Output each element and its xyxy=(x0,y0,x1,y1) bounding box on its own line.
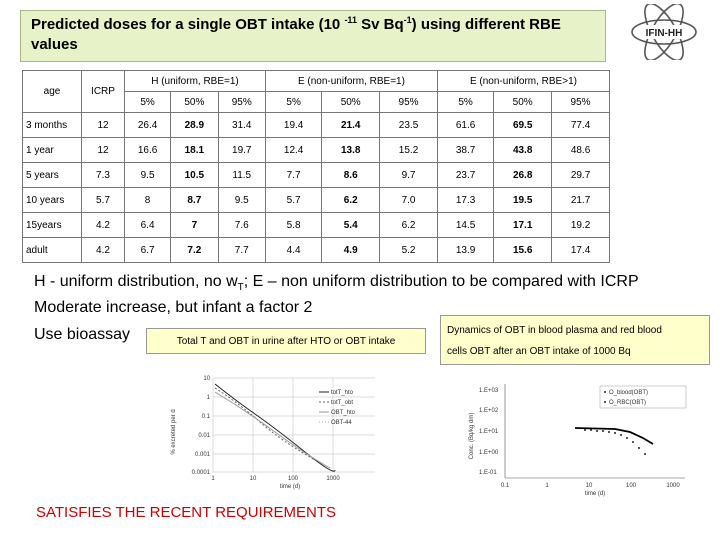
plot1-legend: totT_obt xyxy=(331,400,354,406)
table-row xyxy=(23,188,610,213)
dose-cell: 5.7 xyxy=(265,188,321,213)
dose-cell: 19.5 xyxy=(494,188,552,213)
header-percentile: 5% xyxy=(265,92,321,113)
table-row xyxy=(23,163,610,188)
header-icrp: ICRP xyxy=(82,71,125,113)
plot2-xtick: 100 xyxy=(625,483,637,489)
note-line2: Moderate increase, but infant a factor 2 xyxy=(34,299,313,317)
dose-cell: 31.4 xyxy=(218,113,265,138)
title-suffix: ) using different RBE xyxy=(411,16,561,33)
header-age: age xyxy=(23,71,82,113)
age-cell: 5 years xyxy=(23,163,82,188)
plot2-xtick: 1000 xyxy=(666,483,680,489)
dose-cell: 7.7 xyxy=(265,163,321,188)
table-row xyxy=(23,113,610,138)
plot1-ytick: 0.001 xyxy=(194,452,210,458)
plot2-ytick: 1.E+02 xyxy=(479,408,499,414)
icrp-cell: 4.2 xyxy=(82,213,125,238)
dose-cell: 9.5 xyxy=(125,163,171,188)
header-percentile: 95% xyxy=(380,92,438,113)
slide-title xyxy=(20,10,606,62)
icrp-cell: 12 xyxy=(82,138,125,163)
dose-cell: 29.7 xyxy=(552,163,610,188)
dynamics-line1: Dynamics of OBT in blood plasma and red blood xyxy=(447,325,662,336)
urine-label: Total T and OBT in urine after HTO or OBT intake xyxy=(146,328,426,354)
dose-cell: 28.9 xyxy=(171,113,218,138)
dose-cell: 61.6 xyxy=(437,113,493,138)
plot1-ytick: 10 xyxy=(203,376,210,382)
plot2-legend: O_RBC(OBT) xyxy=(609,400,647,406)
header-percentile: 95% xyxy=(552,92,610,113)
dose-cell: 10.5 xyxy=(171,163,218,188)
dose-cell: 9.7 xyxy=(380,163,438,188)
age-cell: 1 year xyxy=(23,138,82,163)
plot1-legend: totT_hto xyxy=(331,390,354,396)
header-percentile: 50% xyxy=(171,92,218,113)
dose-cell: 16.6 xyxy=(125,138,171,163)
icrp-cell: 7.3 xyxy=(82,163,125,188)
dose-cell: 5.8 xyxy=(265,213,321,238)
icrp-cell: 5.7 xyxy=(82,188,125,213)
plot2-ytick: 1.E+01 xyxy=(479,429,499,435)
plot1-xtick: 10 xyxy=(249,476,257,482)
dose-cell: 13.8 xyxy=(322,138,380,163)
dose-cell: 38.7 xyxy=(437,138,493,163)
excretion-plot xyxy=(165,370,380,490)
dose-cell: 23.7 xyxy=(437,163,493,188)
dose-cell: 5.2 xyxy=(380,238,438,263)
icrp-cell: 4.2 xyxy=(82,238,125,263)
dose-cell: 7.7 xyxy=(218,238,265,263)
dynamics-line2: cells OBT after an OBT intake of 1000 Bq xyxy=(447,346,631,357)
table-row xyxy=(23,138,610,163)
plot1-ytick: 0.1 xyxy=(201,414,210,420)
dose-cell: 21.4 xyxy=(322,113,380,138)
plot1-legend: OBT_hto xyxy=(331,410,356,416)
plot2-xlabel: time (d) xyxy=(584,491,606,497)
dose-cell: 19.2 xyxy=(552,213,610,238)
bioassay-label: Use bioassay xyxy=(34,326,131,343)
dose-cell: 43.8 xyxy=(494,138,552,163)
dose-cell: 19.4 xyxy=(265,113,321,138)
header-percentile: 50% xyxy=(494,92,552,113)
dose-cell: 6.2 xyxy=(322,188,380,213)
plot2-xtick: 1 xyxy=(545,483,549,489)
header-e2: E (non-uniform, RBE>1) xyxy=(437,71,609,92)
dose-cell: 17.1 xyxy=(494,213,552,238)
age-cell: 15years xyxy=(23,213,82,238)
plot2-ylabel: Conc. (Bq/kg dm) xyxy=(469,412,475,460)
dose-cell: 5.4 xyxy=(322,213,380,238)
dose-cell: 14.5 xyxy=(437,213,493,238)
plot2-ytick: 1.E+00 xyxy=(479,450,499,456)
title-prefix: Predicted doses for a single OBT intake (10 xyxy=(31,16,341,33)
footer-text: SATISFIES THE RECENT REQUIREMENTS xyxy=(36,504,337,521)
plot2-ytick: 1.E+03 xyxy=(479,388,499,394)
dose-cell: 19.7 xyxy=(218,138,265,163)
dose-cell: 11.5 xyxy=(218,163,265,188)
header-e1: E (non-uniform, RBE=1) xyxy=(265,71,437,92)
dose-cell: 7 xyxy=(171,213,218,238)
dose-cell: 4.9 xyxy=(322,238,380,263)
header-percentile: 5% xyxy=(125,92,171,113)
dose-cell: 4.4 xyxy=(265,238,321,263)
header-percentile: 95% xyxy=(218,92,265,113)
dose-cell: 7.0 xyxy=(380,188,438,213)
dose-cell: 18.1 xyxy=(171,138,218,163)
plot1-xtick: 100 xyxy=(287,476,299,482)
plot1-ylabel: % excreted per d xyxy=(171,409,177,455)
title-mid: Sv Bq xyxy=(361,16,404,33)
note-line1-a: H - uniform distribution, no w xyxy=(34,273,238,290)
icrp-cell: 12 xyxy=(82,113,125,138)
dose-cell: 69.5 xyxy=(494,113,552,138)
note-text xyxy=(34,272,639,318)
plot2-xtick: 10 xyxy=(585,483,593,489)
dose-cell: 26.8 xyxy=(494,163,552,188)
dose-cell: 17.4 xyxy=(552,238,610,263)
dose-cell: 26.4 xyxy=(125,113,171,138)
blood-obt-plot xyxy=(465,378,690,498)
dose-cell: 15.6 xyxy=(494,238,552,263)
note-line1-sub: T xyxy=(237,282,244,294)
plot1-xlabel: time (d) xyxy=(279,484,301,490)
dose-table xyxy=(22,70,610,263)
dose-cell: 13.9 xyxy=(437,238,493,263)
header-h: H (uniform, RBE=1) xyxy=(125,71,266,92)
dose-cell: 7.2 xyxy=(171,238,218,263)
plot1-ytick: 1 xyxy=(206,395,210,401)
dose-cell: 23.5 xyxy=(380,113,438,138)
plot1-xtick: 1000 xyxy=(326,476,340,482)
dose-cell: 6.4 xyxy=(125,213,171,238)
dynamics-label xyxy=(440,315,710,365)
plot1-ytick: 0.0001 xyxy=(191,470,210,476)
dose-cell: 77.4 xyxy=(552,113,610,138)
dose-cell: 15.2 xyxy=(380,138,438,163)
plot2-xtick: 0.1 xyxy=(500,483,510,489)
atom-logo-icon xyxy=(626,4,702,60)
table-row xyxy=(23,213,610,238)
plot2-legend: O_blood(OBT) xyxy=(609,390,649,396)
plot1-legend: OBT-44 xyxy=(331,420,352,426)
dose-cell: 21.7 xyxy=(552,188,610,213)
dose-cell: 8.7 xyxy=(171,188,218,213)
plot2-ytick: 1.E-01 xyxy=(479,470,497,476)
dose-cell: 7.6 xyxy=(218,213,265,238)
age-cell: adult xyxy=(23,238,82,263)
dose-cell: 12.4 xyxy=(265,138,321,163)
dose-cell: 6.2 xyxy=(380,213,438,238)
table-row xyxy=(23,238,610,263)
age-cell: 3 months xyxy=(23,113,82,138)
dose-cell: 8.6 xyxy=(322,163,380,188)
note-line1-b: ; E – non uniform distribution to be compared with ICRP xyxy=(243,273,639,290)
title-line2: values xyxy=(31,36,78,53)
plot1-ytick: 0.01 xyxy=(198,433,210,439)
title-exp: -11 xyxy=(344,15,357,25)
age-cell: 10 years xyxy=(23,188,82,213)
dose-cell: 9.5 xyxy=(218,188,265,213)
logo-text: IFIN-HH xyxy=(645,28,683,39)
plot1-xtick: 1 xyxy=(211,476,215,482)
dose-cell: 48.6 xyxy=(552,138,610,163)
title-exp2: -1 xyxy=(403,15,412,25)
header-percentile: 50% xyxy=(322,92,380,113)
header-percentile: 5% xyxy=(437,92,493,113)
dose-cell: 17.3 xyxy=(437,188,493,213)
dose-cell: 8 xyxy=(125,188,171,213)
dose-cell: 6.7 xyxy=(125,238,171,263)
